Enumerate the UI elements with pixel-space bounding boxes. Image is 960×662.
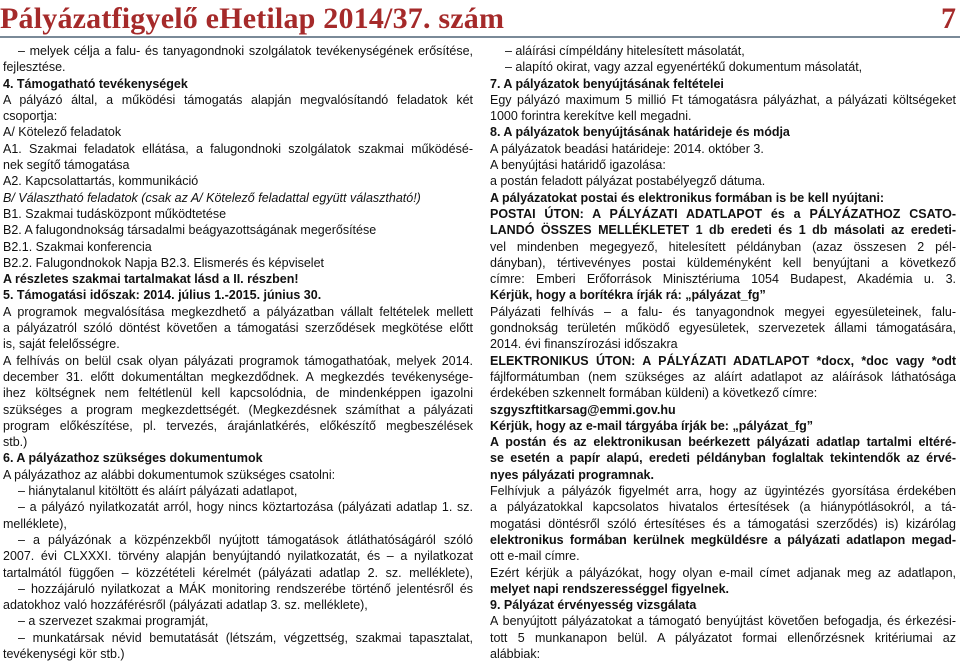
right-column-line: dányban), tértivevényes postai küldeményként kell benyújtani a következő <box>490 255 956 270</box>
page-title: Pályázatfigyelő eHetilap 2014/37. szám <box>0 2 505 35</box>
left-column-line: B1. Szakmai tudásközpont működtetése <box>3 206 227 221</box>
left-column-line: A pályázó által, a működési támogatás alapján megvalósítandó feladatok két <box>3 92 473 107</box>
left-column-line: tartalmától függően – közzétételi kérelmét (pályázati adatlap 2. sz. melléklete), <box>3 565 473 580</box>
right-column-line: LANDÓ ÖSSZES MELLÉKLETET 1 db eredeti és 1 db másolati az eredeti- <box>490 223 956 238</box>
left-column-line: – hozzájáruló nyilatkozat a MÁK monitoring rendszerébe történő jelentésről és <box>18 581 473 596</box>
left-column-line: 5. Támogatási időszak: 2014. július 1.-2015. június 30. <box>3 288 322 303</box>
right-column-line: fájlformátumban (nem szükséges az aláírt adatlapot az aláírások láthatósága <box>490 369 956 384</box>
right-column <box>490 43 956 662</box>
left-column-line: szükséges a program megkezdettségét. (Megkezdésnek számíthat a pályázati <box>3 402 473 417</box>
left-column-line: 2007. évi CLXXXI. törvény alapján benyújtandó nyilatkozatát, és – a nyilatkozat <box>3 549 473 564</box>
left-column-line: december 31. előtt dokumentáltan megkezdődnek. A megkezdés tevékenysége- <box>3 369 473 384</box>
left-column-line: – hiánytalanul kitöltött és aláírt pályázati adatlapot, <box>18 484 298 499</box>
left-column-line: 6. A pályázathoz szükséges dokumentumok <box>3 451 263 466</box>
right-column-line: A benyújtási határidő igazolása: <box>490 158 666 173</box>
right-column-line: 8. A pályázatok benyújtásának határideje és módja <box>490 125 790 140</box>
right-column-line: A pályázatokat postai és elektronikus formában is be kell nyújtani: <box>490 190 885 205</box>
left-column-line: – a szervezet szakmai programját, <box>18 614 209 629</box>
page-header <box>0 0 960 38</box>
right-column-line: Kérjük, hogy a borítékra írják rá: „pályázat_fg” <box>490 288 766 303</box>
left-column <box>3 43 473 662</box>
left-column-line: A1. Szakmai feladatok ellátása, a falugondnoki szolgálatok szakmai működésé- <box>3 141 473 156</box>
right-column-line: Pályázati felhívás – a falu- és tanyagondnok megyei egyesületeinek, falu- <box>490 304 956 319</box>
right-column-line: ott e-mail címre. <box>490 549 580 564</box>
left-column-line: fejlesztése. <box>3 60 66 75</box>
right-column-line: – aláírási címpéldány hitelesített másolatát, <box>505 44 745 58</box>
right-column-line: A postán és az elektronikusan beérkezett pályázati adatlap tartalmi eltéré- <box>490 435 956 450</box>
right-column-line: szgyszftitkarsag@emmi.gov.hu <box>490 402 676 417</box>
right-column-line: 9. Pályázat érvényesség vizsgálata <box>490 598 697 613</box>
left-column-line: A programok megvalósítása megkezdhető a pályázatban vállalt feltételek mellett <box>3 304 473 319</box>
right-column-line: elektronikus formában kerülnek megküldésre a pályázati adatlapon megad- <box>490 532 956 547</box>
right-column-line: – alapító okirat, vagy azzal egyenértékű dokumentum másolatát, <box>505 60 863 75</box>
right-column-line: a postán feladott pályázat postabélyegző dátuma. <box>490 174 766 189</box>
right-column-line: a pályázatokkal kapcsolatos hivatalos értesítések (a hiánypótlásokról, a tá- <box>490 500 956 515</box>
left-column-line: stb.) <box>3 435 28 450</box>
left-column-line: ihez költségnek nem feltétlenül kell kapcsolódnia, de mindenképpen igazolni <box>3 386 473 401</box>
right-column-line: Kérjük, hogy az e-mail tárgyába írják be: „pályázat_fg” <box>490 418 814 433</box>
right-column-line: 2014. évi finanszírozási időszakra <box>490 337 678 352</box>
right-column-line: ELEKTRONIKUS ÚTON: A PÁLYÁZATI ADATLAPOT *docx, *doc vagy *odt <box>490 353 956 368</box>
right-column-line: 7. A pályázatok benyújtásának feltételei <box>490 76 724 91</box>
left-column-line: melléklete), <box>3 516 67 531</box>
left-column-line: a pályázatról szóló döntést követően a támogatási szerződések megkötése előtt <box>3 321 473 336</box>
right-column-line: gondnokság területén működő egyesületek, szervezetek állami támogatására, <box>490 321 956 336</box>
left-column-line: tevékenységi kör stb.) <box>3 646 125 661</box>
left-column-line: – melyek célja a falu- és tanyagondnoki szolgálatok tevékenységének erősítése, <box>18 44 473 58</box>
left-column-line: A2. Kapcsolattartás, kommunikáció <box>3 174 199 189</box>
left-column-line: A felhívás on belül csak olyan pályázati programok támogathatóak, melyek 2014. <box>3 353 473 368</box>
left-column-line: – a pályázónak a közpénzekből nyújtott támogatások átláthatóságáról szóló <box>18 532 473 547</box>
right-column-line: érdekében szkennelt formában küldeni) a következő címre: <box>490 386 818 401</box>
right-column-line: Felhívjuk a pályázók figyelmét arra, hogy az ügyintézés gyorsítása érdekében <box>490 484 956 499</box>
right-column-line: nyes pályázati programnak. <box>490 467 654 482</box>
right-column-line: mogatási döntésről szóló értesítéses és a támogatási szerződés) is) kizárólag <box>490 516 956 531</box>
left-column-line: A/ Kötelező feladatok <box>3 125 122 140</box>
right-column-line: A benyújtott pályázatokat a támogató benyújtást követően befogadja, és érkezési- <box>490 614 956 629</box>
right-column-line: Egy pályázó maximum 5 millió Ft támogatásra pályázhat, a pályázati költségeket <box>490 92 956 107</box>
left-column-line: – a pályázó nyilatkozatát arról, hogy nincs köztartozása (pályázati adatlap 1. sz. <box>18 500 473 515</box>
left-column-line: B2. A falugondnokság társadalmi beágyazottságának megerősítése <box>3 223 377 238</box>
left-column-line: program előkészítése, pl. tervezés, árajánlatkérés, előkészítő megbeszélések <box>3 418 473 433</box>
right-column-line: alábbiak: <box>490 646 541 661</box>
left-column-line: csoportja: <box>3 109 58 124</box>
left-column-line: A részletes szakmai tartalmakat lásd a II. részben! <box>3 272 299 287</box>
page-number: 7 <box>941 2 956 35</box>
right-column-line: melyet napi rendszerességgel figyelnek. <box>490 581 729 596</box>
left-column-line: – munkatársak névid bemutatását (létszám, végzettség, szakmai tapasztalat, <box>18 630 473 645</box>
right-column-line: POSTAI ÚTON: A PÁLYÁZATI ADATLAPOT és a PÁLYÁZATHOZ CSATO- <box>490 206 956 221</box>
right-column-line: se esetén a papír alapú, eredeti példányban foglaltak tekintendők az érvé- <box>490 451 956 466</box>
left-column-line: A pályázathoz az alábbi dokumentumok szükséges csatolni: <box>3 467 336 482</box>
right-column-line: tott 5 munkanapon belül. A pályázatot formai ellenőrzésnek kritériumai az <box>490 630 956 645</box>
left-column-line: 4. Támogatható tevékenységek <box>3 76 188 91</box>
left-column-line: is, saját felelősségre. <box>3 337 120 352</box>
left-column-line: B2.1. Szakmai konferencia <box>3 239 152 254</box>
left-column-line: B/ Választható feladatok (csak az A/ Kötelező feladattal együtt választható!) <box>3 190 421 205</box>
left-column-line: nek segítő támogatása <box>3 158 130 173</box>
right-column-line: vel mindenben megegyező, hitelesített példányban (azaz összesen 2 pél- <box>490 239 956 254</box>
right-column-line: címre: Emberi Erőforrások Minisztériuma 1054 Budapest, Akadémia u. 3. <box>490 272 956 287</box>
right-column-line: A pályázatok beadási határideje: 2014. október 3. <box>490 141 764 156</box>
right-column-line: 1000 forintra kerekítve kell megadni. <box>490 109 692 124</box>
left-column-line: adatokhoz való hozzáférésről (pályázati adatlap 3. sz. melléklete), <box>3 598 368 613</box>
left-column-line: B2.2. Falugondnokok Napja B2.3. Elismerés és képviselet <box>3 255 325 270</box>
right-column-line: Ezért kérjük a pályázókat, hogy olyan e-mail címet adjanak meg az adatlapon, <box>490 565 956 580</box>
